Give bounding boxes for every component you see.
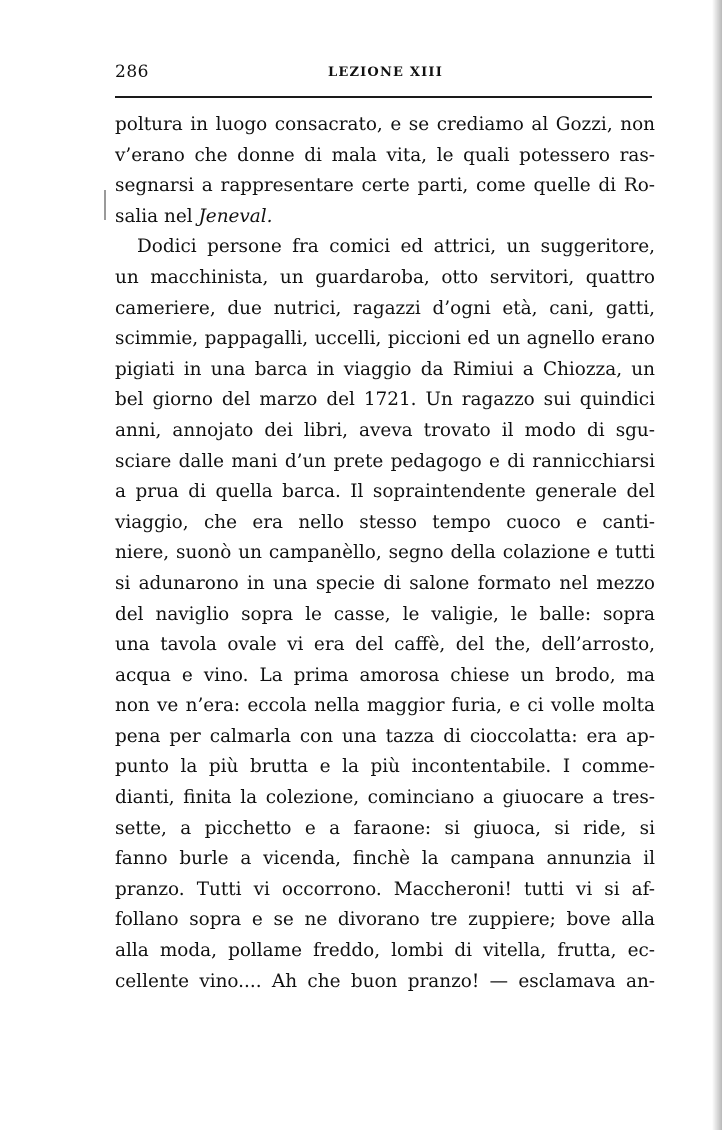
text-line: cellente vino.... Ah che buon pranzo! — esclamava an-: [115, 970, 655, 992]
text-line: sciare dalle mani d’un prete pedagogo e di rannicchiarsi: [115, 450, 655, 472]
text-line: punto la più brutta e la più incontentabile. I comme-: [115, 756, 655, 778]
text-line-segment: salia nel: [115, 205, 199, 227]
text-line: bel giorno del marzo del 1721. Un ragazzo sui quindici: [115, 389, 655, 411]
text-line: una tavola ovale vi era del caffè, del the, dell’arrosto,: [115, 634, 655, 656]
body-text: [115, 110, 655, 997]
text-line: poltura in luogo consacrato, e se crediamo al Gozzi, non: [115, 114, 655, 135]
text-line: segnarsi a rappresentare certe parti, come quelle di Ro-: [115, 175, 655, 197]
play-title: Jeneval.: [198, 205, 273, 227]
text-line: pranzo. Tutti vi occorrono. Maccheroni! tutti vi si af-: [115, 878, 655, 900]
page-header: [115, 62, 652, 90]
text-line: a prua di quella barca. Il sopraintendente generale del: [115, 481, 655, 503]
text-line: alla moda, pollame freddo, lombi di vitella, frutta, ec-: [115, 940, 655, 962]
text-line: Dodici persone fra comici ed attrici, un suggeritore,: [137, 236, 655, 258]
text-line: fanno burle a vicenda, finchè la campana annunzia il: [115, 848, 655, 870]
text-line: follano sopra e se ne divorano tre zuppiere; bove alla: [115, 909, 655, 931]
text-line: [115, 202, 655, 233]
text-line: viaggio, che era nello stesso tempo cuoco e canti-: [115, 511, 655, 533]
scan-mark: [104, 190, 106, 220]
header-rule: [115, 96, 652, 98]
text-line: anni, annojato dei libri, aveva trovato il modo di sgu-: [115, 419, 655, 441]
text-line: un macchinista, un guardaroba, otto servitori, quattro: [115, 266, 655, 288]
text-line: niere, suonò un campanèllo, segno della colazione e tutti: [115, 542, 655, 564]
text-line: pena per calmarla con una tazza di cioccolatta: era ap-: [115, 725, 655, 747]
text-line: non ve n’era: eccola nella maggior furia, e ci volle molta: [115, 695, 655, 717]
text-line: scimmie, pappagalli, uccelli, piccioni ed un agnello erano: [115, 328, 655, 350]
page-number: 286: [115, 62, 149, 82]
running-head: LEZIONE XIII: [328, 65, 443, 80]
text-line: sette, a picchetto e a faraone: si giuoca, si ride, si: [115, 817, 655, 839]
text-line: acqua e vino. La prima amorosa chiese un brodo, ma: [115, 664, 655, 686]
text-line: cameriere, due nutrici, ragazzi d’ogni età, cani, gatti,: [115, 297, 655, 319]
text-line: v’erano che donne di mala vita, le quali potessero ras-: [115, 144, 655, 166]
text-line: del naviglio sopra le casse, le valigie, le balle: sopra: [115, 603, 655, 625]
page-edge-shadow: [712, 0, 722, 1130]
text-line: pigiati in una barca in viaggio da Rimiui a Chiozza, un: [115, 358, 655, 380]
text-line: si adunarono in una specie di salone formato nel mezzo: [115, 572, 655, 594]
text-line: dianti, finita la colezione, cominciano a giuocare a tres-: [115, 787, 655, 809]
